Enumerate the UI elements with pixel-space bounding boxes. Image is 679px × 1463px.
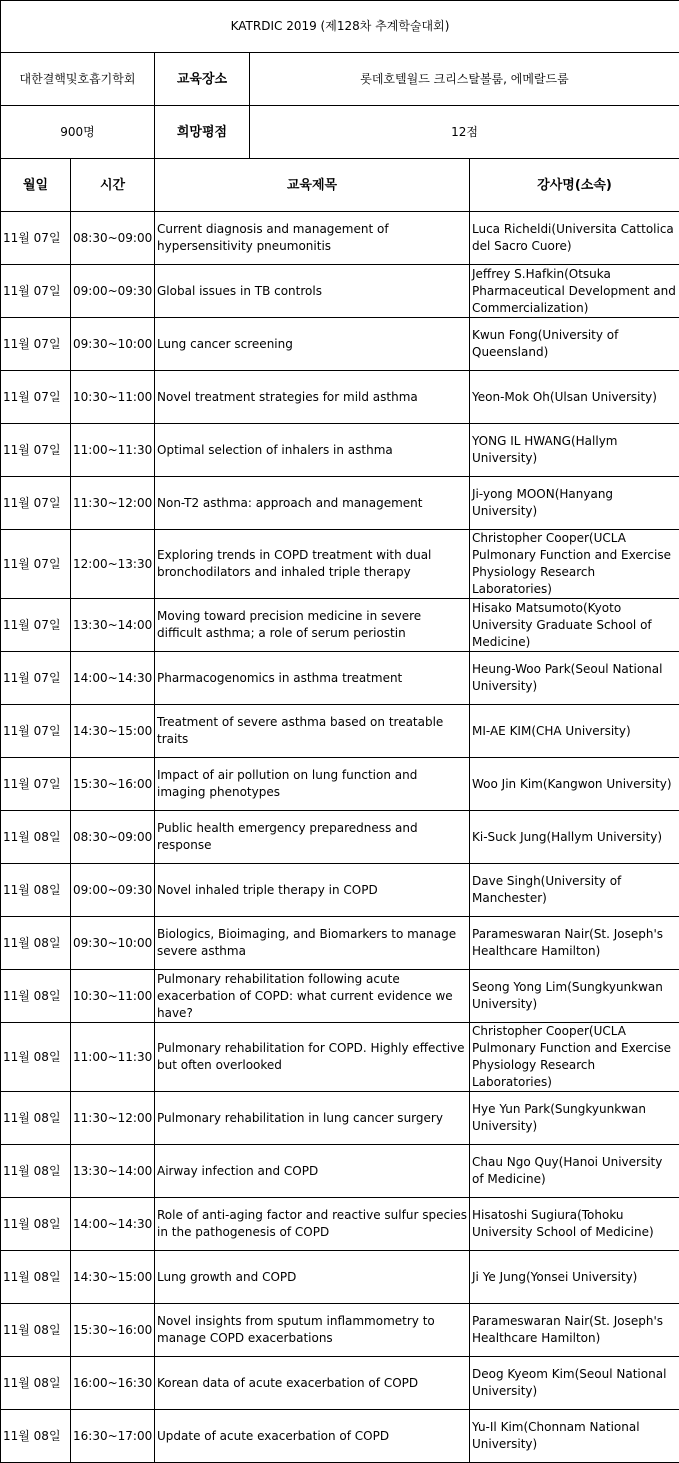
- session-topic: Pulmonary rehabilitation following acute exacerbation of COPD: what current evidence we have?: [155, 970, 470, 1023]
- session-speaker: Hye Yun Park(Sungkyunkwan University): [470, 1092, 679, 1145]
- session-time: 14:30~15:00: [71, 705, 155, 758]
- session-date: 11월 08일: [1, 1304, 71, 1357]
- session-time: 16:30~17:00: [71, 1410, 155, 1463]
- session-row: [1, 1145, 679, 1198]
- session-date: 11월 07일: [1, 530, 71, 599]
- session-time: 15:30~16:00: [71, 758, 155, 811]
- session-speaker: Seong Yong Lim(Sungkyunkwan University): [470, 970, 679, 1023]
- session-topic: Korean data of acute exacerbation of COPD: [155, 1357, 470, 1410]
- session-topic: Current diagnosis and management of hypersensitivity pneumonitis: [155, 212, 470, 265]
- session-time: 08:30~09:00: [71, 212, 155, 265]
- session-topic: Treatment of severe asthma based on treatable traits: [155, 705, 470, 758]
- header-topic: 교육제목: [155, 159, 470, 212]
- session-speaker: Christopher Cooper(UCLA Pulmonary Function and Exercise Physiology Research Laboratories): [470, 530, 679, 599]
- session-time: 10:30~11:00: [71, 371, 155, 424]
- session-speaker: Parameswaran Nair(St. Joseph's Healthcare Hamilton): [470, 1304, 679, 1357]
- session-speaker: Jeffrey S.Hafkin(Otsuka Pharmaceutical Development and Commercialization): [470, 265, 679, 318]
- session-time: 16:00~16:30: [71, 1357, 155, 1410]
- session-row: [1, 705, 679, 758]
- session-row: [1, 758, 679, 811]
- venue: 롯데호텔월드 크리스탈볼룸, 에메랄드룸: [250, 53, 679, 106]
- page-title: KATRDIC 2019 (제128차 추계학술대회): [1, 1, 679, 53]
- header-speaker: 강사명(소속): [470, 159, 679, 212]
- session-time: 13:30~14:00: [71, 599, 155, 652]
- session-speaker: Yeon-Mok Oh(Ulsan University): [470, 371, 679, 424]
- session-date: 11월 08일: [1, 917, 71, 970]
- session-time: 09:00~09:30: [71, 864, 155, 917]
- session-date: 11월 07일: [1, 318, 71, 371]
- session-speaker: Woo Jin Kim(Kangwon University): [470, 758, 679, 811]
- session-speaker: Yu-Il Kim(Chonnam National University): [470, 1410, 679, 1463]
- session-topic: Global issues in TB controls: [155, 265, 470, 318]
- session-topic: Role of anti-aging factor and reactive sulfur species in the pathogenesis of COPD: [155, 1198, 470, 1251]
- session-time: 09:30~10:00: [71, 318, 155, 371]
- organizer: 대한결핵및호흡기학회: [1, 53, 155, 106]
- session-date: 11월 08일: [1, 1198, 71, 1251]
- session-topic: Lung growth and COPD: [155, 1251, 470, 1304]
- session-time: 15:30~16:00: [71, 1304, 155, 1357]
- session-time: 11:30~12:00: [71, 1092, 155, 1145]
- session-row: [1, 1198, 679, 1251]
- session-row: [1, 1357, 679, 1410]
- session-topic: Exploring trends in COPD treatment with dual bronchodilators and inhaled triple therapy: [155, 530, 470, 599]
- session-topic: Public health emergency preparedness and response: [155, 811, 470, 864]
- session-row: [1, 1304, 679, 1357]
- session-date: 11월 08일: [1, 1145, 71, 1198]
- session-date: 11월 07일: [1, 652, 71, 705]
- session-date: 11월 08일: [1, 1023, 71, 1092]
- session-date: 11월 07일: [1, 599, 71, 652]
- session-time: 08:30~09:00: [71, 811, 155, 864]
- attendees: 900명: [1, 106, 155, 159]
- session-speaker: Heung-Woo Park(Seoul National University): [470, 652, 679, 705]
- session-time: 14:00~14:30: [71, 1198, 155, 1251]
- session-row: [1, 917, 679, 970]
- session-speaker: Ki-Suck Jung(Hallym University): [470, 811, 679, 864]
- session-topic: Pulmonary rehabilitation in lung cancer surgery: [155, 1092, 470, 1145]
- info-row-points: [1, 106, 679, 159]
- session-row: [1, 1251, 679, 1304]
- session-topic: Lung cancer screening: [155, 318, 470, 371]
- session-speaker: Ji Ye Jung(Yonsei University): [470, 1251, 679, 1304]
- session-speaker: Hisatoshi Sugiura(Tohoku University School of Medicine): [470, 1198, 679, 1251]
- session-speaker: Parameswaran Nair(St. Joseph's Healthcare Hamilton): [470, 917, 679, 970]
- session-row: [1, 318, 679, 371]
- session-time: 12:00~13:30: [71, 530, 155, 599]
- session-topic: Non-T2 asthma: approach and management: [155, 477, 470, 530]
- session-row: [1, 1410, 679, 1463]
- session-speaker: YONG IL HWANG(Hallym University): [470, 424, 679, 477]
- session-row: [1, 1023, 679, 1092]
- session-speaker: Kwun Fong(University of Queensland): [470, 318, 679, 371]
- session-row: [1, 811, 679, 864]
- session-topic: Pharmacogenomics in asthma treatment: [155, 652, 470, 705]
- session-date: 11월 07일: [1, 212, 71, 265]
- session-speaker: Luca Richeldi(Universita Cattolica del Sacro Cuore): [470, 212, 679, 265]
- session-topic: Airway infection and COPD: [155, 1145, 470, 1198]
- session-time: 14:30~15:00: [71, 1251, 155, 1304]
- session-speaker: Ji-yong MOON(Hanyang University): [470, 477, 679, 530]
- session-date: 11월 07일: [1, 705, 71, 758]
- session-time: 13:30~14:00: [71, 1145, 155, 1198]
- session-topic: Update of acute exacerbation of COPD: [155, 1410, 470, 1463]
- session-date: 11월 07일: [1, 758, 71, 811]
- venue-label: 교육장소: [155, 53, 250, 106]
- session-speaker: Dave Singh(University of Manchester): [470, 864, 679, 917]
- session-date: 11월 08일: [1, 811, 71, 864]
- session-speaker: MI-AE KIM(CHA University): [470, 705, 679, 758]
- header-date: 월일: [1, 159, 71, 212]
- session-topic: Moving toward precision medicine in severe difficult asthma; a role of serum periostin: [155, 599, 470, 652]
- session-speaker: Christopher Cooper(UCLA Pulmonary Function and Exercise Physiology Research Laboratories): [470, 1023, 679, 1092]
- session-time: 11:30~12:00: [71, 477, 155, 530]
- session-date: 11월 08일: [1, 970, 71, 1023]
- session-topic: Biologics, Bioimaging, and Biomarkers to manage severe asthma: [155, 917, 470, 970]
- session-row: [1, 530, 679, 599]
- session-date: 11월 08일: [1, 1410, 71, 1463]
- points-label: 희망평점: [155, 106, 250, 159]
- session-row: [1, 477, 679, 530]
- info-row-venue: [1, 53, 679, 106]
- session-topic: Impact of air pollution on lung function and imaging phenotypes: [155, 758, 470, 811]
- session-time: 11:00~11:30: [71, 424, 155, 477]
- session-row: [1, 599, 679, 652]
- title-row: [1, 1, 679, 53]
- session-date: 11월 07일: [1, 265, 71, 318]
- session-row: [1, 265, 679, 318]
- session-row: [1, 371, 679, 424]
- session-topic: Optimal selection of inhalers in asthma: [155, 424, 470, 477]
- session-date: 11월 07일: [1, 424, 71, 477]
- session-topic: Novel treatment strategies for mild asthma: [155, 371, 470, 424]
- session-time: 09:00~09:30: [71, 265, 155, 318]
- session-topic: Novel inhaled triple therapy in COPD: [155, 864, 470, 917]
- header-row: [1, 159, 679, 212]
- session-row: [1, 864, 679, 917]
- session-date: 11월 08일: [1, 1251, 71, 1304]
- session-date: 11월 08일: [1, 1092, 71, 1145]
- session-topic: Pulmonary rehabilitation for COPD. Highly effective but often overlooked: [155, 1023, 470, 1092]
- session-speaker: Chau Ngo Quy(Hanoi University of Medicine): [470, 1145, 679, 1198]
- session-row: [1, 424, 679, 477]
- session-date: 11월 07일: [1, 477, 71, 530]
- session-time: 09:30~10:00: [71, 917, 155, 970]
- session-time: 14:00~14:30: [71, 652, 155, 705]
- session-date: 11월 08일: [1, 864, 71, 917]
- header-time: 시간: [71, 159, 155, 212]
- session-time: 10:30~11:00: [71, 970, 155, 1023]
- session-date: 11월 07일: [1, 371, 71, 424]
- session-speaker: Hisako Matsumoto(Kyoto University Graduate School of Medicine): [470, 599, 679, 652]
- session-row: [1, 652, 679, 705]
- session-row: [1, 1092, 679, 1145]
- session-time: 11:00~11:30: [71, 1023, 155, 1092]
- session-row: [1, 970, 679, 1023]
- session-date: 11월 08일: [1, 1357, 71, 1410]
- session-row: [1, 212, 679, 265]
- session-topic: Novel insights from sputum inflammometry to manage COPD exacerbations: [155, 1304, 470, 1357]
- session-speaker: Deog Kyeom Kim(Seoul National University): [470, 1357, 679, 1410]
- points: 12점: [250, 106, 679, 159]
